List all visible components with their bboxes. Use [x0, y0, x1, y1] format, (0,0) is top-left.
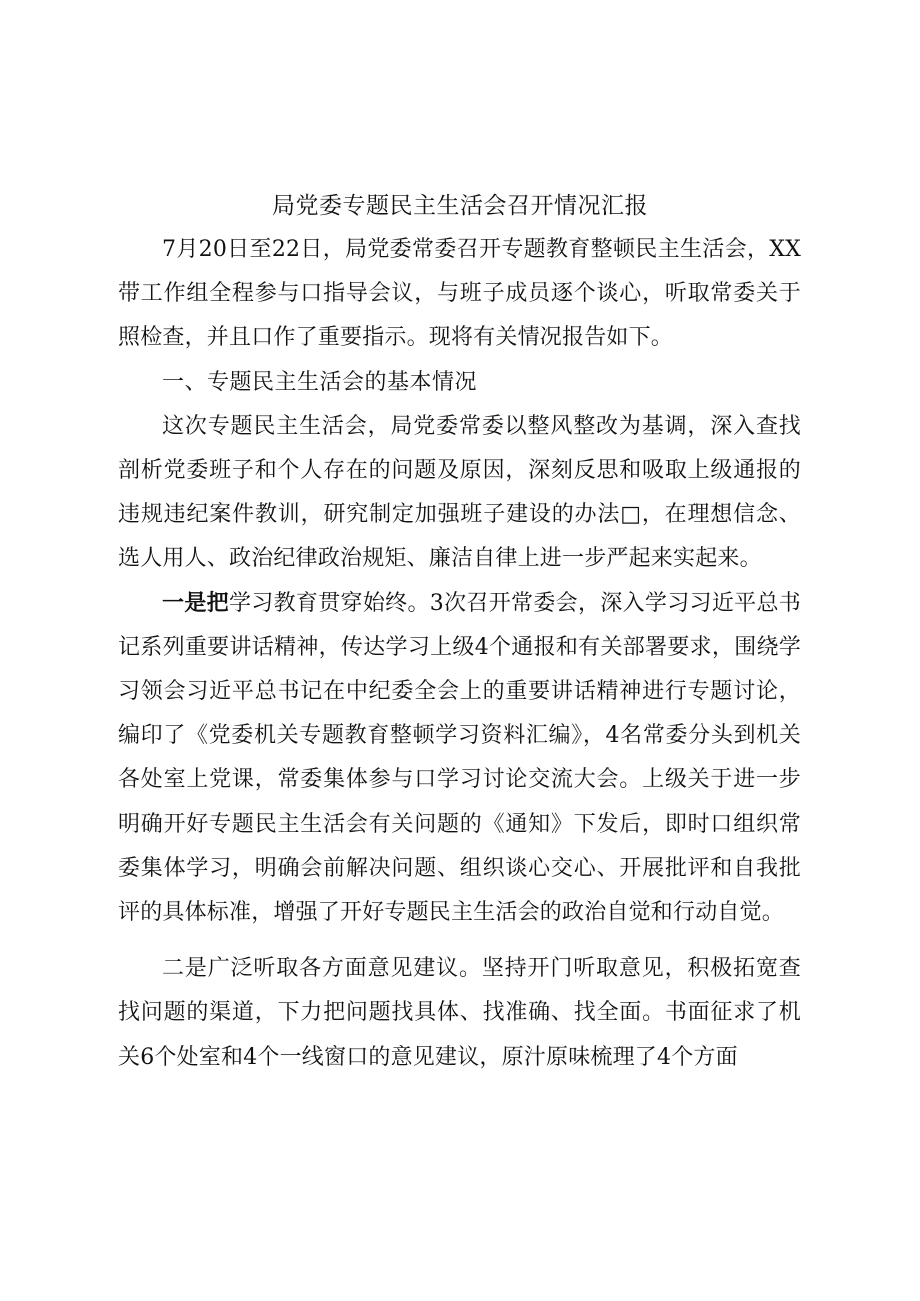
intro-paragraph: 7月20日至22日，局党委常委召开专题教育整顿民主生活会，XX带工作组全程参与口指导会议，与班子成员逐个谈心，听取常委关于照检查，并且口作了重要指示。现将有关情况报告如下。 — [118, 237, 801, 351]
paragraph-gap — [118, 935, 801, 947]
point-1-text: 学习教育贯穿始终。3次召开常委会，深入学习习近平总书记系列重要讲话精神，传达学习上级4个通报和有关部署要求，围绕学习领会习近平总书记在中纪委全会上的重要讲话精神进行专题讨论，编印了《党委机关专题教育整顿学习资料汇编》，4名常委分头到机关各处室上党课，常委集体参与口学习讨论交流大会。上级关于进一步明确开好专题民主生活会有关问题的《通知》下发后，即时口组织常委集体学习，明确会前解决问题、组织谈心交心、开展批评和自我批评的具体标准，增强了开好专题民主生活会的政治自觉和行动自觉。 — [118, 590, 801, 926]
section-1-heading: 一、专题民主生活会的基本情况 — [162, 369, 478, 395]
document-title: 局党委专题民主生活会召开情况汇报 — [272, 193, 648, 219]
point-1-lead: 一是把 — [162, 590, 229, 616]
document-body — [118, 228, 801, 1080]
point-1-paragraph — [118, 582, 801, 936]
point-2-paragraph: 二是广泛听取各方面意见建议。坚持开门听取意见，积极拓宽查找问题的渠道，下力把问题找具体、找准确、找全面。书面征求了机关6个处室和4个一线窗口的意见建议，原汁原味梳理了4个方面 — [118, 956, 801, 1070]
section-1-paragraph: 这次专题民主生活会，局党委常委以整风整改为基调，深入查找剖析党委班子和个人存在的问题及原因，深刻反思和吸取上级通报的违规违纪案件教训，研究制定加强班子建设的办法□，在理想信念、选人用人、政治纪律政治规矩、廉洁自律上进一步严起来实起来。 — [118, 413, 801, 572]
